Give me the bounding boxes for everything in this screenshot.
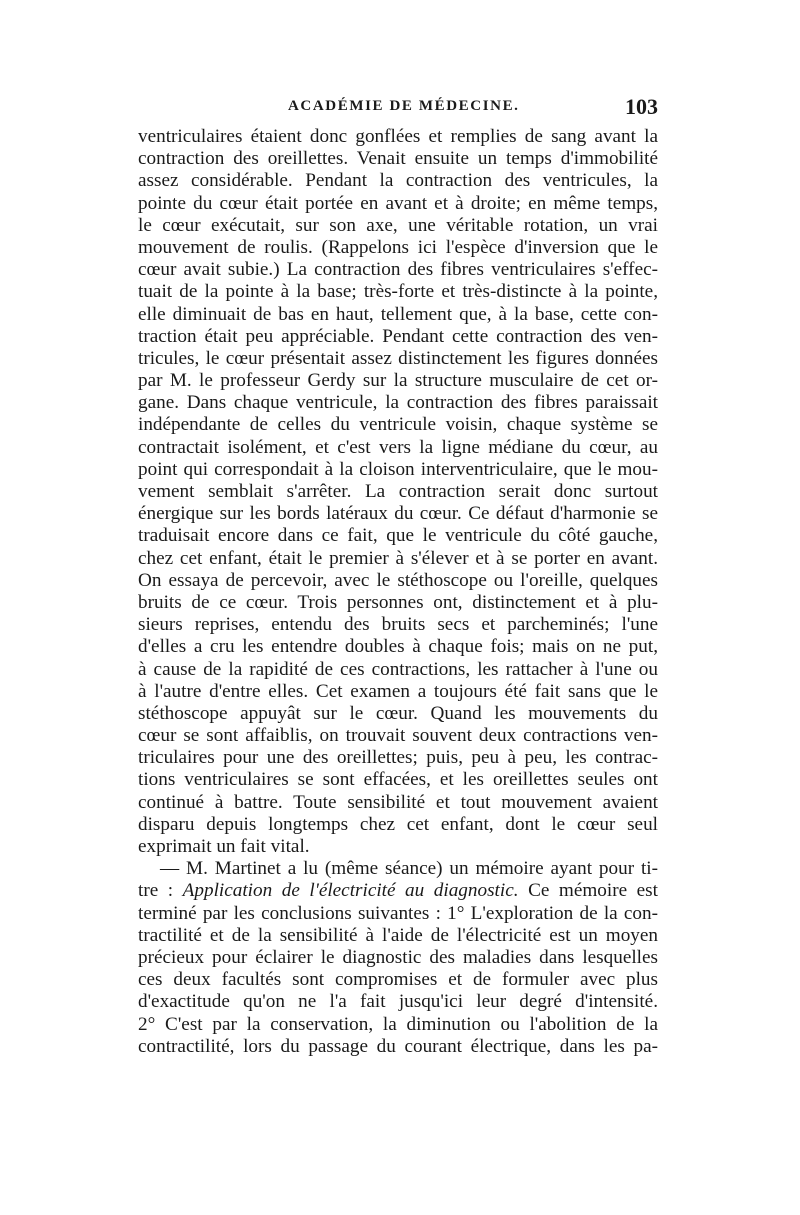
- text-line: contraction des oreillettes. Venait ensuite un temps d'immobilité: [138, 148, 658, 170]
- text-line: à l'autre d'entre elles. Cet examen a toujours été fait sans que le: [138, 680, 658, 702]
- text-line: continué à battre. Toute sensibilité et tout mouvement avaient: [138, 791, 658, 813]
- text-line: bruits de ce cœur. Trois personnes ont, distinctement et à plu-: [138, 591, 658, 613]
- text-line: traduisait encore dans ce fait, que le ventricule du côté gauche,: [138, 525, 658, 547]
- paper-title-prefix: tre :: [138, 880, 183, 902]
- text-line: tions ventriculaires se sont effacées, et les oreillettes seules ont: [138, 769, 658, 791]
- text-line: gane. Dans chaque ventricule, la contraction des fibres paraissait: [138, 392, 658, 414]
- text-line: cœur se sont affaiblis, on trouvait souvent deux contractions ven-: [138, 725, 658, 747]
- text-line: d'exactitude qu'on ne l'a fait jusqu'ici leur degré d'intensité.: [138, 991, 658, 1013]
- body-text: [138, 126, 658, 1058]
- text-line: point qui correspondait à la cloison interventriculaire, que le mou-: [138, 458, 658, 480]
- text-line: ventriculaires étaient donc gonflées et remplies de sang avant la: [138, 126, 658, 147]
- text-line: par M. le professeur Gerdy sur la structure musculaire de cet or-: [138, 370, 658, 392]
- paragraph-opening-line: — M. Martinet a lu (même séance) un mémoire ayant pour ti-: [160, 858, 658, 880]
- paper-title-line: [138, 880, 658, 902]
- text-line: contractait isolément, et c'est vers la ligne médiane du cœur, au: [138, 436, 658, 458]
- text-line: chez cet enfant, était le premier à s'élever et à se porter en avant.: [138, 547, 658, 569]
- page-number: 103: [625, 94, 658, 119]
- text-line: mouvement de roulis. (Rappelons ici l'espèce d'inversion que le: [138, 236, 658, 258]
- text-line: On essaya de percevoir, avec le stéthoscope ou l'oreille, quelques: [138, 569, 658, 591]
- text-line: précieux pour éclairer le diagnostic des maladies dans lesquelles: [138, 946, 658, 968]
- text-line: vement semblait s'arrêter. La contraction serait donc surtout: [138, 481, 658, 502]
- text-line: elle diminuait de bas en haut, tellement que, à la base, cette con-: [138, 303, 658, 325]
- text-line: sieurs reprises, entendu des bruits secs et parcheminés; l'une: [138, 614, 658, 636]
- text-line: disparu depuis longtemps chez cet enfant, dont le cœur seul: [138, 813, 658, 835]
- text-line: cœur avait subie.) La contraction des fibres ventriculaires s'effec-: [138, 259, 658, 281]
- text-line: exprimait un fait vital.: [138, 836, 310, 857]
- text-line: contractilité, lors du passage du courant électrique, dans les pa-: [138, 1035, 658, 1057]
- text-line: traction était peu appréciable. Pendant cette contraction des ven-: [138, 325, 658, 347]
- text-line: d'elles a cru les entendre doubles à chaque fois; mais on ne put,: [138, 636, 658, 658]
- text-line: tricules, le cœur présentait assez distinctement les figures données: [138, 347, 658, 369]
- text-line: stéthoscope appuyât sur le cœur. Quand les mouvements du: [138, 702, 658, 724]
- text-line: 2° C'est par la conservation, la diminution ou l'abolition de la: [138, 1013, 658, 1035]
- text-line: triculaires pour une des oreillettes; puis, peu à peu, les contrac-: [138, 747, 658, 769]
- text-line: terminé par les conclusions suivantes : 1° L'exploration de la con-: [138, 902, 658, 924]
- page-header: [138, 94, 658, 124]
- text-line: pointe du cœur était portée en avant et à droite; en même temps,: [138, 192, 658, 214]
- paper-title-suffix: Ce mémoire est: [518, 880, 658, 902]
- text-line: le cœur exécutait, sur son axe, une véritable rotation, un vrai: [138, 214, 658, 236]
- paper-title: Application de l'électricité au diagnostic.: [182, 880, 519, 902]
- text-line: tuait de la pointe à la base; très-forte et très-distincte à la pointe,: [138, 281, 658, 303]
- text-line: assez considérable. Pendant la contraction des ventricules, la: [138, 170, 658, 192]
- running-title: ACADÉMIE DE MÉDECINE.: [288, 98, 520, 114]
- text-line: indépendante de celles du ventricule voisin, chaque système se: [138, 414, 658, 436]
- text-line: énergique sur les bords latéraux du cœur. Ce défaut d'harmonie se: [138, 503, 658, 525]
- text-line: tractilité et de la sensibilité à l'aide de l'électricité est un moyen: [138, 924, 658, 946]
- text-line: à cause de la rapidité de ces contractions, les rattacher à l'une ou: [138, 658, 658, 680]
- text-line: ces deux facultés sont compromises et de formuler avec plus: [138, 969, 658, 991]
